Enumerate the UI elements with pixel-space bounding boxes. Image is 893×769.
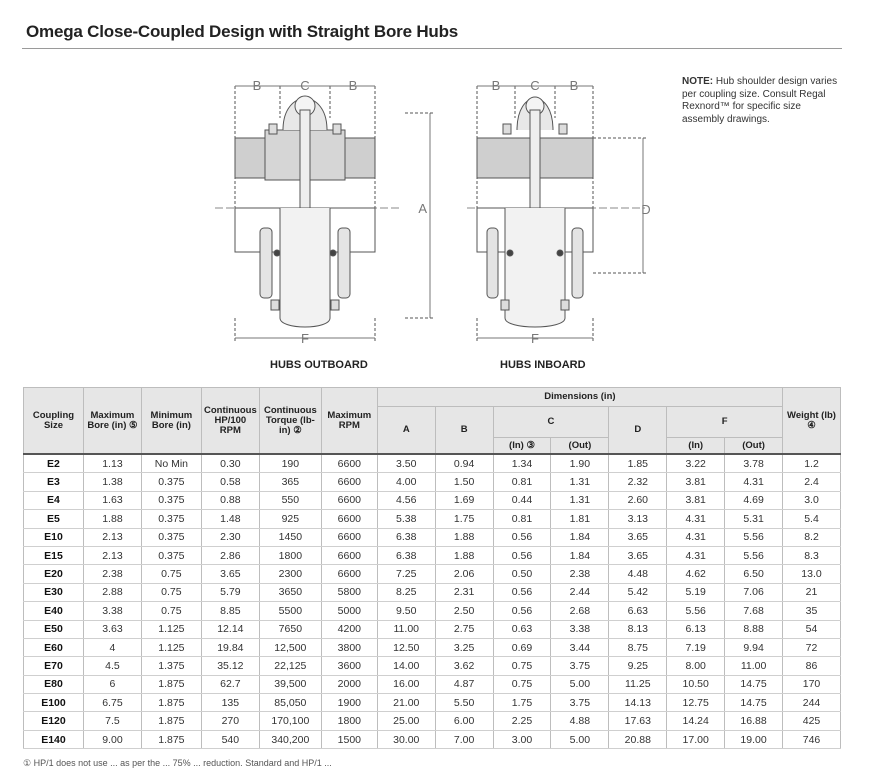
table-cell: 1.88 (83, 510, 141, 528)
table-cell: 5.42 (609, 583, 667, 601)
table-cell: 7.00 (435, 730, 493, 748)
table-cell: 14.13 (609, 694, 667, 712)
table-cell: 0.81 (493, 473, 551, 491)
table-cell: 0.75 (141, 602, 201, 620)
table-cell: 7650 (259, 620, 321, 638)
table-cell: 11.00 (725, 657, 783, 675)
table-cell: 2.38 (551, 565, 609, 583)
table-cell: 14.24 (667, 712, 725, 730)
table-cell: 0.56 (493, 583, 551, 601)
table-cell: 1.31 (551, 491, 609, 509)
table-cell: 1.13 (83, 454, 141, 473)
table-cell: 6.50 (725, 565, 783, 583)
table-cell: 3.63 (83, 620, 141, 638)
table-cell: 1.34 (493, 454, 551, 473)
table-cell: 0.44 (493, 491, 551, 509)
table-cell: 3.13 (609, 510, 667, 528)
table-cell: 1.125 (141, 638, 201, 656)
table-cell: 0.88 (201, 491, 259, 509)
col-min-bore: Minimum Bore (in) (141, 388, 201, 455)
hubs-outboard-drawing (215, 86, 435, 343)
table-cell: 425 (783, 712, 841, 730)
table-cell: 0.75 (493, 675, 551, 693)
table-cell: 0.375 (141, 528, 201, 546)
table-cell: 7.25 (377, 565, 435, 583)
table-cell: 12,500 (259, 638, 321, 656)
table-cell: 1.84 (551, 546, 609, 564)
table-cell: 5.00 (551, 675, 609, 693)
table-cell: 7.19 (667, 638, 725, 656)
table-cell: 1.85 (609, 454, 667, 473)
table-cell: 3.65 (609, 546, 667, 564)
col-dim-f-out: (Out) (725, 438, 783, 455)
table-cell: 11.00 (377, 620, 435, 638)
col-dim-c: C (493, 407, 609, 438)
table-row (24, 454, 841, 473)
cell-coupling-size: E10 (24, 528, 84, 546)
table-cell: 20.88 (609, 730, 667, 748)
dim-f-outboard: F (301, 331, 309, 346)
table-cell: 14.75 (725, 694, 783, 712)
table-cell: 3.38 (83, 602, 141, 620)
dim-b-right-inboard: B (569, 78, 579, 93)
table-cell: 7.06 (725, 583, 783, 601)
table-cell: 4.87 (435, 675, 493, 693)
cell-coupling-size: E40 (24, 602, 84, 620)
table-cell: 6600 (321, 491, 377, 509)
table-cell: 244 (783, 694, 841, 712)
table-cell: 135 (201, 694, 259, 712)
table-cell: 1.81 (551, 510, 609, 528)
table-cell: 2.44 (551, 583, 609, 601)
table-cell: 8.3 (783, 546, 841, 564)
title-divider (22, 48, 842, 49)
table-cell: 25.00 (377, 712, 435, 730)
table-cell: 0.56 (493, 528, 551, 546)
table-cell: 3600 (321, 657, 377, 675)
table-cell: 1.375 (141, 657, 201, 675)
table-cell: 1.2 (783, 454, 841, 473)
table-cell: 2.30 (201, 528, 259, 546)
cell-coupling-size: E50 (24, 620, 84, 638)
table-cell: 3.78 (725, 454, 783, 473)
table-cell: 4.62 (667, 565, 725, 583)
table-cell: 0.30 (201, 454, 259, 473)
table-cell: 6.38 (377, 528, 435, 546)
table-cell: 2300 (259, 565, 321, 583)
table-cell: 2.50 (435, 602, 493, 620)
table-cell: 0.50 (493, 565, 551, 583)
dim-b-left-inboard: B (491, 78, 501, 93)
cell-coupling-size: E2 (24, 454, 84, 473)
table-cell: 746 (783, 730, 841, 748)
table-cell: 7.5 (83, 712, 141, 730)
col-dim-d: D (609, 407, 667, 455)
table-cell: 12.50 (377, 638, 435, 656)
table-row (24, 620, 841, 638)
table-cell: 365 (259, 473, 321, 491)
table-cell: 19.00 (725, 730, 783, 748)
table-cell: 1.88 (435, 528, 493, 546)
table-cell: 3.75 (551, 694, 609, 712)
table-cell: 5.38 (377, 510, 435, 528)
table-cell: 8.13 (609, 620, 667, 638)
table-cell: 1.50 (435, 473, 493, 491)
table-cell: 0.81 (493, 510, 551, 528)
table-cell: 12.75 (667, 694, 725, 712)
table-row (24, 694, 841, 712)
table-row (24, 657, 841, 675)
table-row (24, 602, 841, 620)
caption-hubs-inboard: HUBS INBOARD (500, 359, 586, 371)
page-title: Omega Close-Coupled Design with Straight Bore Hubs (26, 22, 459, 41)
table-cell: 14.75 (725, 675, 783, 693)
table-cell: 3.00 (493, 730, 551, 748)
footnote: ① HP/1 does not use ... as per the ... 75% ... reduction. Standard and HP/1 ... (23, 758, 332, 768)
table-cell: 1.63 (83, 491, 141, 509)
table-cell: 1.75 (435, 510, 493, 528)
table-cell: 6.63 (609, 602, 667, 620)
table-cell: 0.375 (141, 546, 201, 564)
cell-coupling-size: E30 (24, 583, 84, 601)
table-cell: 21 (783, 583, 841, 601)
table-cell: 2.88 (83, 583, 141, 601)
col-dim-a: A (377, 407, 435, 455)
table-cell: 6.75 (83, 694, 141, 712)
table-cell: 9.50 (377, 602, 435, 620)
table-cell: 3.81 (667, 491, 725, 509)
table-cell: 5.56 (667, 602, 725, 620)
table-cell: 4.69 (725, 491, 783, 509)
table-row (24, 473, 841, 491)
table-cell: 4.31 (725, 473, 783, 491)
cell-coupling-size: E80 (24, 675, 84, 693)
table-cell: 8.88 (725, 620, 783, 638)
col-max-bore: Maximum Bore (in) ⑤ (83, 388, 141, 455)
table-cell: 8.25 (377, 583, 435, 601)
note-block (682, 76, 842, 126)
table-cell: 1800 (321, 712, 377, 730)
table-cell: 3.81 (667, 473, 725, 491)
table-cell: 5.19 (667, 583, 725, 601)
table-cell: 540 (201, 730, 259, 748)
table-cell: 0.75 (141, 565, 201, 583)
table-cell: 6.38 (377, 546, 435, 564)
col-cont-torque: Continuous Torque (lb-in) ② (259, 388, 321, 455)
table-cell: 170,100 (259, 712, 321, 730)
table-cell: 6 (83, 675, 141, 693)
table-cell: 2.86 (201, 546, 259, 564)
table-cell: 1.88 (435, 546, 493, 564)
table-cell: 0.375 (141, 473, 201, 491)
table-cell: 1450 (259, 528, 321, 546)
table-cell: 6600 (321, 454, 377, 473)
table-cell: 2.75 (435, 620, 493, 638)
hubs-inboard-drawing (467, 86, 647, 343)
table-cell: 39,500 (259, 675, 321, 693)
note-text: Hub shoulder design varies per coupling size. Consult Regal Rexnord™ for specific size assembly drawings. (682, 76, 838, 125)
table-cell: 0.75 (493, 657, 551, 675)
table-cell: 1.48 (201, 510, 259, 528)
table-cell: 4.56 (377, 491, 435, 509)
table-cell: 0.75 (141, 583, 201, 601)
table-cell: 4.88 (551, 712, 609, 730)
table-cell: 5800 (321, 583, 377, 601)
table-cell: 1.31 (551, 473, 609, 491)
table-cell: 3.65 (609, 528, 667, 546)
cell-coupling-size: E20 (24, 565, 84, 583)
table-cell: 4 (83, 638, 141, 656)
table-cell: 2.60 (609, 491, 667, 509)
col-dimensions: Dimensions (in) (377, 388, 782, 407)
table-cell: 1.875 (141, 712, 201, 730)
table-cell: 1.875 (141, 694, 201, 712)
table-cell: 17.63 (609, 712, 667, 730)
table-cell: 6600 (321, 510, 377, 528)
table-row (24, 638, 841, 656)
table-cell: 62.7 (201, 675, 259, 693)
cell-coupling-size: E4 (24, 491, 84, 509)
table-cell: 2.25 (493, 712, 551, 730)
table-cell: 5.00 (551, 730, 609, 748)
table-cell: 4.48 (609, 565, 667, 583)
table-cell: 1.875 (141, 730, 201, 748)
table-cell: 270 (201, 712, 259, 730)
table-cell: 8.85 (201, 602, 259, 620)
col-weight: Weight (lb) ④ (783, 388, 841, 455)
table-cell: 4.5 (83, 657, 141, 675)
table-cell: 2.13 (83, 528, 141, 546)
col-max-rpm: Maximum RPM (321, 388, 377, 455)
table-cell: 2.4 (783, 473, 841, 491)
table-cell: 6600 (321, 546, 377, 564)
table-cell: 4.00 (377, 473, 435, 491)
table-cell: 1.125 (141, 620, 201, 638)
table-cell: 1.69 (435, 491, 493, 509)
table-cell: 0.56 (493, 546, 551, 564)
dim-a: A (418, 201, 427, 216)
table-row (24, 491, 841, 509)
table-cell: 86 (783, 657, 841, 675)
table-cell: 0.69 (493, 638, 551, 656)
table-cell: 1.84 (551, 528, 609, 546)
col-coupling-size: Coupling Size (24, 388, 84, 455)
table-cell: 6600 (321, 528, 377, 546)
table-cell: 1.875 (141, 675, 201, 693)
table-cell: 19.84 (201, 638, 259, 656)
table-cell: 8.2 (783, 528, 841, 546)
table-cell: 1500 (321, 730, 377, 748)
cell-coupling-size: E140 (24, 730, 84, 748)
col-dim-c-in: (In) ③ (493, 438, 551, 455)
dim-c-outboard: C (300, 78, 310, 93)
table-cell: 3.50 (377, 454, 435, 473)
table-cell: 7.68 (725, 602, 783, 620)
table-cell: 5500 (259, 602, 321, 620)
table-cell: 0.94 (435, 454, 493, 473)
table-cell: 1900 (321, 694, 377, 712)
table-cell: 4.31 (667, 546, 725, 564)
table-cell: 8.00 (667, 657, 725, 675)
table-cell: 17.00 (667, 730, 725, 748)
dim-d: D (641, 202, 651, 217)
table-cell: 54 (783, 620, 841, 638)
table-cell: 2.06 (435, 565, 493, 583)
coupling-spec-table (23, 387, 841, 749)
table-row (24, 565, 841, 583)
col-dim-f-in: (In) (667, 438, 725, 455)
table-cell: 2.31 (435, 583, 493, 601)
table-cell: 2.38 (83, 565, 141, 583)
table-row (24, 510, 841, 528)
table-cell: 0.58 (201, 473, 259, 491)
caption-hubs-outboard: HUBS OUTBOARD (270, 359, 368, 371)
table-cell: 0.56 (493, 602, 551, 620)
table-cell: 72 (783, 638, 841, 656)
note-label: NOTE: (682, 76, 714, 87)
table-cell: 925 (259, 510, 321, 528)
table-cell: 3.44 (551, 638, 609, 656)
col-dim-f: F (667, 407, 783, 438)
table-cell: 3.25 (435, 638, 493, 656)
table-cell: No Min (141, 454, 201, 473)
cell-coupling-size: E60 (24, 638, 84, 656)
table-cell: 3.22 (667, 454, 725, 473)
table-cell: 6.13 (667, 620, 725, 638)
table-cell: 3650 (259, 583, 321, 601)
table-cell: 190 (259, 454, 321, 473)
table-cell: 9.94 (725, 638, 783, 656)
table-cell: 16.88 (725, 712, 783, 730)
dim-b-left-outboard: B (252, 78, 262, 93)
table-cell: 1.75 (493, 694, 551, 712)
table-cell: 1.38 (83, 473, 141, 491)
table-cell: 5.79 (201, 583, 259, 601)
table-cell: 2.68 (551, 602, 609, 620)
cell-coupling-size: E120 (24, 712, 84, 730)
table-cell: 3.75 (551, 657, 609, 675)
table-cell: 6600 (321, 473, 377, 491)
table-cell: 2.13 (83, 546, 141, 564)
table-cell: 85,050 (259, 694, 321, 712)
coupling-drawings (205, 68, 675, 358)
table-cell: 9.00 (83, 730, 141, 748)
table-cell: 170 (783, 675, 841, 693)
table-cell: 1800 (259, 546, 321, 564)
table-cell: 0.375 (141, 491, 201, 509)
table-cell: 11.25 (609, 675, 667, 693)
table-cell: 14.00 (377, 657, 435, 675)
table-cell: 10.50 (667, 675, 725, 693)
cell-coupling-size: E3 (24, 473, 84, 491)
table-cell: 5.56 (725, 546, 783, 564)
table-cell: 5.4 (783, 510, 841, 528)
table-cell: 3.62 (435, 657, 493, 675)
table-cell: 550 (259, 491, 321, 509)
table-cell: 5.56 (725, 528, 783, 546)
table-cell: 21.00 (377, 694, 435, 712)
table-row (24, 712, 841, 730)
table-cell: 30.00 (377, 730, 435, 748)
table-cell: 3.65 (201, 565, 259, 583)
table-cell: 22,125 (259, 657, 321, 675)
table-cell: 4.31 (667, 510, 725, 528)
cell-coupling-size: E70 (24, 657, 84, 675)
table-cell: 5000 (321, 602, 377, 620)
table-cell: 35.12 (201, 657, 259, 675)
table-cell: 3.38 (551, 620, 609, 638)
dim-f-inboard: F (531, 331, 539, 346)
table-cell: 9.25 (609, 657, 667, 675)
table-cell: 5.31 (725, 510, 783, 528)
table-cell: 6600 (321, 565, 377, 583)
table-cell: 8.75 (609, 638, 667, 656)
col-dim-b: B (435, 407, 493, 455)
table-cell: 1.90 (551, 454, 609, 473)
table-cell: 13.0 (783, 565, 841, 583)
table-row (24, 546, 841, 564)
table-row (24, 583, 841, 601)
table-cell: 0.63 (493, 620, 551, 638)
table-cell: 4200 (321, 620, 377, 638)
dim-c-inboard: C (530, 78, 540, 93)
cell-coupling-size: E5 (24, 510, 84, 528)
table-cell: 4.31 (667, 528, 725, 546)
table-cell: 0.375 (141, 510, 201, 528)
col-dim-c-out: (Out) (551, 438, 609, 455)
table-cell: 3800 (321, 638, 377, 656)
table-cell: 5.50 (435, 694, 493, 712)
cell-coupling-size: E15 (24, 546, 84, 564)
table-cell: 6.00 (435, 712, 493, 730)
table-cell: 35 (783, 602, 841, 620)
dim-b-right-outboard: B (348, 78, 358, 93)
table-cell: 16.00 (377, 675, 435, 693)
col-cont-hp: Continuous HP/100 RPM (201, 388, 259, 455)
table-row (24, 730, 841, 748)
table-cell: 2.32 (609, 473, 667, 491)
table-cell: 3.0 (783, 491, 841, 509)
table-row (24, 528, 841, 546)
table-cell: 340,200 (259, 730, 321, 748)
table-cell: 2000 (321, 675, 377, 693)
cell-coupling-size: E100 (24, 694, 84, 712)
table-row (24, 675, 841, 693)
table-cell: 12.14 (201, 620, 259, 638)
